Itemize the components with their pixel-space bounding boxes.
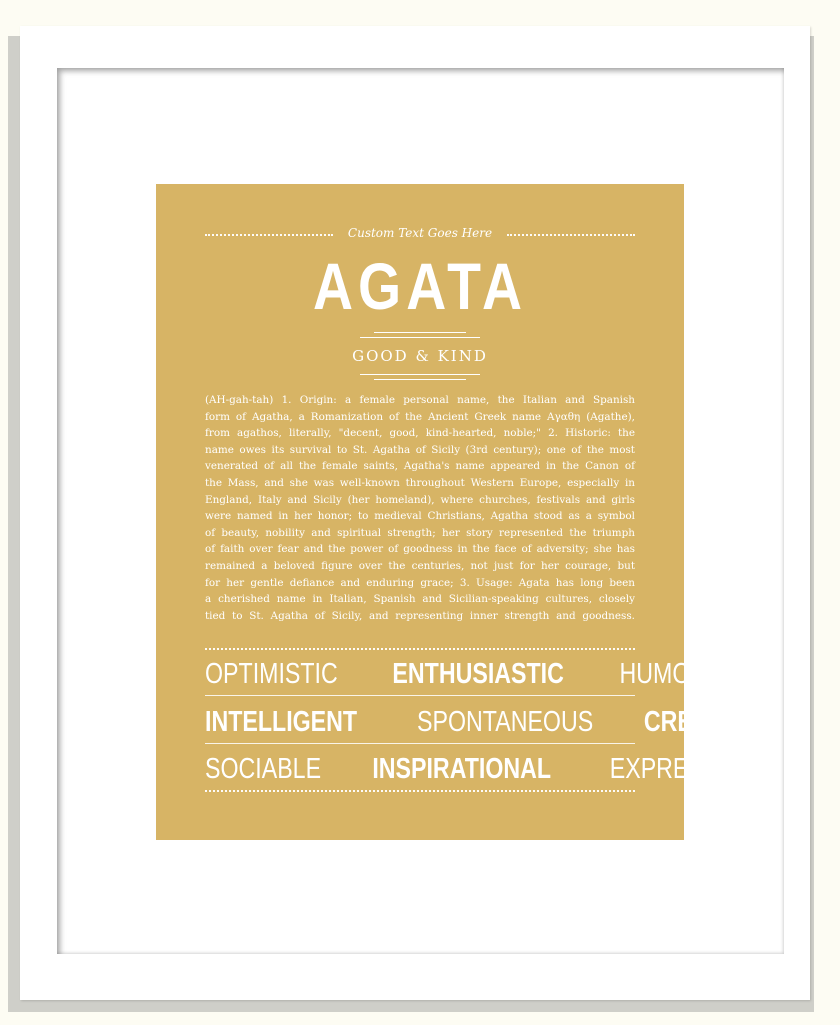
dotted-divider-traits-bottom [205,790,635,792]
definition-line: a cherished name in Italian, Spanish and Sicilian-speaking cultures, closely [205,593,635,606]
trait-word: INSPIRATIONAL [372,752,552,785]
trait-word: HUMOROUS [619,657,758,690]
definition-line: (AH-gah-tah) 1. Origin: a female personal name, the Italian and Spanish [205,394,635,406]
trait-row-2 [205,704,760,740]
rule-top-1 [374,332,466,333]
definition-line: form of Agatha, a Romanization of the Ancient Greek name Αγαθη (Agathe), [205,410,635,423]
rule-top-2 [360,337,480,338]
definition-line: of beauty, nobility and spiritual strength; her story represented the triumph [205,526,635,539]
definition-line: England, Italy and Sicily (her homeland), where churches, festivals and girls [205,493,635,506]
trait-word: OPTIMISTIC [205,657,338,690]
definition-line: remained a beloved figure over the centuries, not just for her courage, but [205,559,635,572]
definition-line: of faith over fear and the power of goodness in the face of adversity; she has [205,543,635,556]
dotted-divider-traits-top [205,648,635,650]
name-title: AGATA [312,249,528,323]
name-definition [205,392,635,624]
trait-word: INTELLIGENT [205,705,358,738]
name-meaning: GOOD & KIND [352,347,488,365]
trait-word: EXPRESSIVE [610,752,758,785]
trait-word: SOCIABLE [205,752,322,785]
definition-line: were named in her honor; to medieval Christians, Agatha stood as a symbol [205,510,635,523]
name-print [156,184,760,840]
trait-row-3 [205,751,758,787]
definition-line: venerated of all the female saints, Agatha's name appeared in the Canon of [205,460,635,473]
rule-bottom-1 [360,374,480,375]
dotted-divider-right [507,234,635,236]
definition-line: from agathos, literally, "decent, good, kind-hearted, noble;" 2. Historic: the [205,427,635,440]
trait-separator [205,743,635,744]
trait-word: CREATIVE [644,705,760,738]
definition-line: name owes its survival to St. Agatha of Sicily (3rd century); one of the most [205,443,635,456]
trait-row-1 [205,656,758,692]
rule-bottom-2 [374,379,466,380]
custom-text: Custom Text Goes Here [347,226,493,240]
definition-line: tied to St. Agatha of Sicily, and representing inner strength and goodness. [205,609,635,622]
trait-separator [205,695,635,696]
trait-word: ENTHUSIASTIC [392,657,564,690]
custom-text-row [205,222,635,244]
trait-word: SPONTANEOUS [417,705,594,738]
definition-line: the Mass, and she was well-known throughout Western Europe, especially in [205,476,635,489]
definition-line: for her gentle defiance and enduring grace; 3. Usage: Agata has long been [205,576,635,589]
